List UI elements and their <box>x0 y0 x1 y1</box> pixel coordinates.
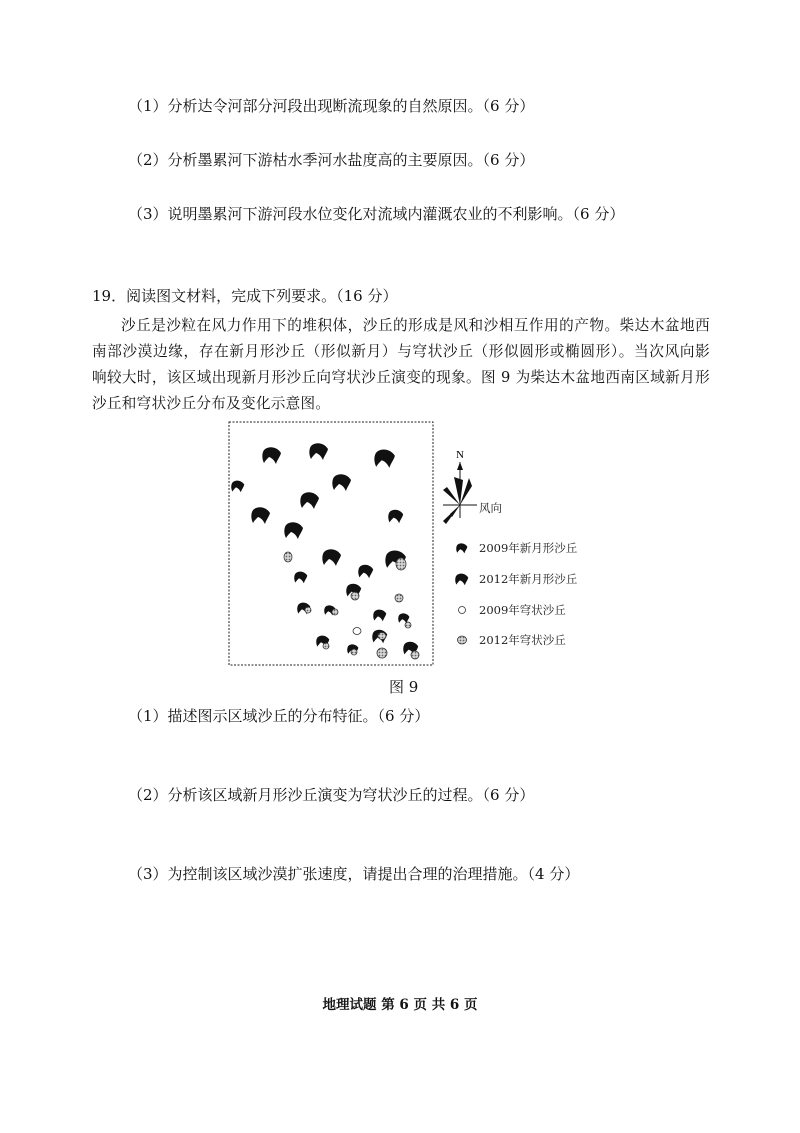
crescent-dune <box>309 443 328 460</box>
figure-9-dune-map <box>225 420 585 670</box>
legend-symbol-crescent-2009 <box>456 543 467 553</box>
legend-crescent-2012: 2012年新月形沙丘 <box>479 572 578 586</box>
q19-sub3: （3）为控制该区域沙漠扩张速度，请提出合理的治理措施。（4 分） <box>128 865 580 883</box>
q18-sub3: （3）说明墨累河下游河段水位变化对流域内灌溉农业的不利影响。（6 分） <box>128 205 625 223</box>
dome-dune <box>284 552 292 562</box>
q19-title: 19．阅读图文材料，完成下列要求。（16 分） <box>92 287 398 305</box>
legend-dome-2009: 2009年穹状沙丘 <box>479 603 566 617</box>
crescent-dune <box>251 507 270 524</box>
q19-material-paragraph: 沙丘是沙粒在风力作用下的堆积体，沙丘的形成是风和沙相互作用的产物。柴达木盆地西南部沙漠边缘，存在新月形沙丘（形似新月）与穹状沙丘（形似圆形或椭圆形）。当次风向影响较大时，该区域出现新月形沙丘向穹状沙丘演变的现象。图 9 为柴达木盆地西南区域新月形沙丘和穹状沙丘分布及变化示意图。 <box>92 317 710 412</box>
crescent-dune <box>284 522 303 539</box>
dome-dune <box>305 607 311 613</box>
crescent-dune <box>332 474 351 491</box>
legend-crescent-2009: 2009年新月形沙丘 <box>479 541 578 555</box>
dome-dune <box>332 609 338 615</box>
legend-symbol-dome-2012 <box>458 636 467 644</box>
north-label: N <box>456 449 464 461</box>
dome-dune <box>353 628 361 635</box>
dome-dune <box>396 558 406 570</box>
crescent-dune <box>294 572 307 584</box>
crescent-dune <box>231 481 244 493</box>
legend <box>455 541 578 647</box>
dome-dune <box>323 643 329 649</box>
crescent-dune <box>373 610 386 622</box>
wind-direction-label: 风向 <box>479 501 502 515</box>
crescent-dune <box>262 447 281 464</box>
figure-caption: 图 9 <box>389 678 419 696</box>
q19-sub2: （2）分析该区域新月形沙丘演变为穹状沙丘的过程。（6 分） <box>128 786 535 804</box>
page-footer: 地理试题 第 6 页 共 6 页 <box>322 997 478 1013</box>
legend-symbol-dome-2009 <box>459 607 466 614</box>
dome-dune <box>351 649 357 655</box>
crescent-dune <box>322 549 341 566</box>
q18-sub2: （2）分析墨累河下游枯水季河水盐度高的主要原因。（6 分） <box>128 151 535 169</box>
dome-dune <box>377 648 387 658</box>
crescent-dune <box>374 449 395 467</box>
map-frame <box>229 422 433 665</box>
dome-dune <box>411 651 419 659</box>
dome-dune <box>405 622 411 628</box>
crescent-dune <box>388 510 403 523</box>
dome-dune <box>351 592 359 600</box>
wind-rose <box>443 449 502 524</box>
crescent-dune <box>358 565 373 578</box>
crescent-dune <box>300 492 319 509</box>
legend-symbol-crescent-2012 <box>455 574 468 586</box>
q18-sub1: （1）分析达令河部分河段出现断流现象的自然原因。（6 分） <box>128 97 535 115</box>
dome-dune <box>378 633 386 640</box>
crescent-dunes <box>231 443 418 655</box>
q19-sub1: （1）描述图示区域沙丘的分布特征。（6 分） <box>128 707 430 725</box>
dome-dune <box>395 594 403 602</box>
legend-dome-2012: 2012年穹状沙丘 <box>479 633 566 647</box>
